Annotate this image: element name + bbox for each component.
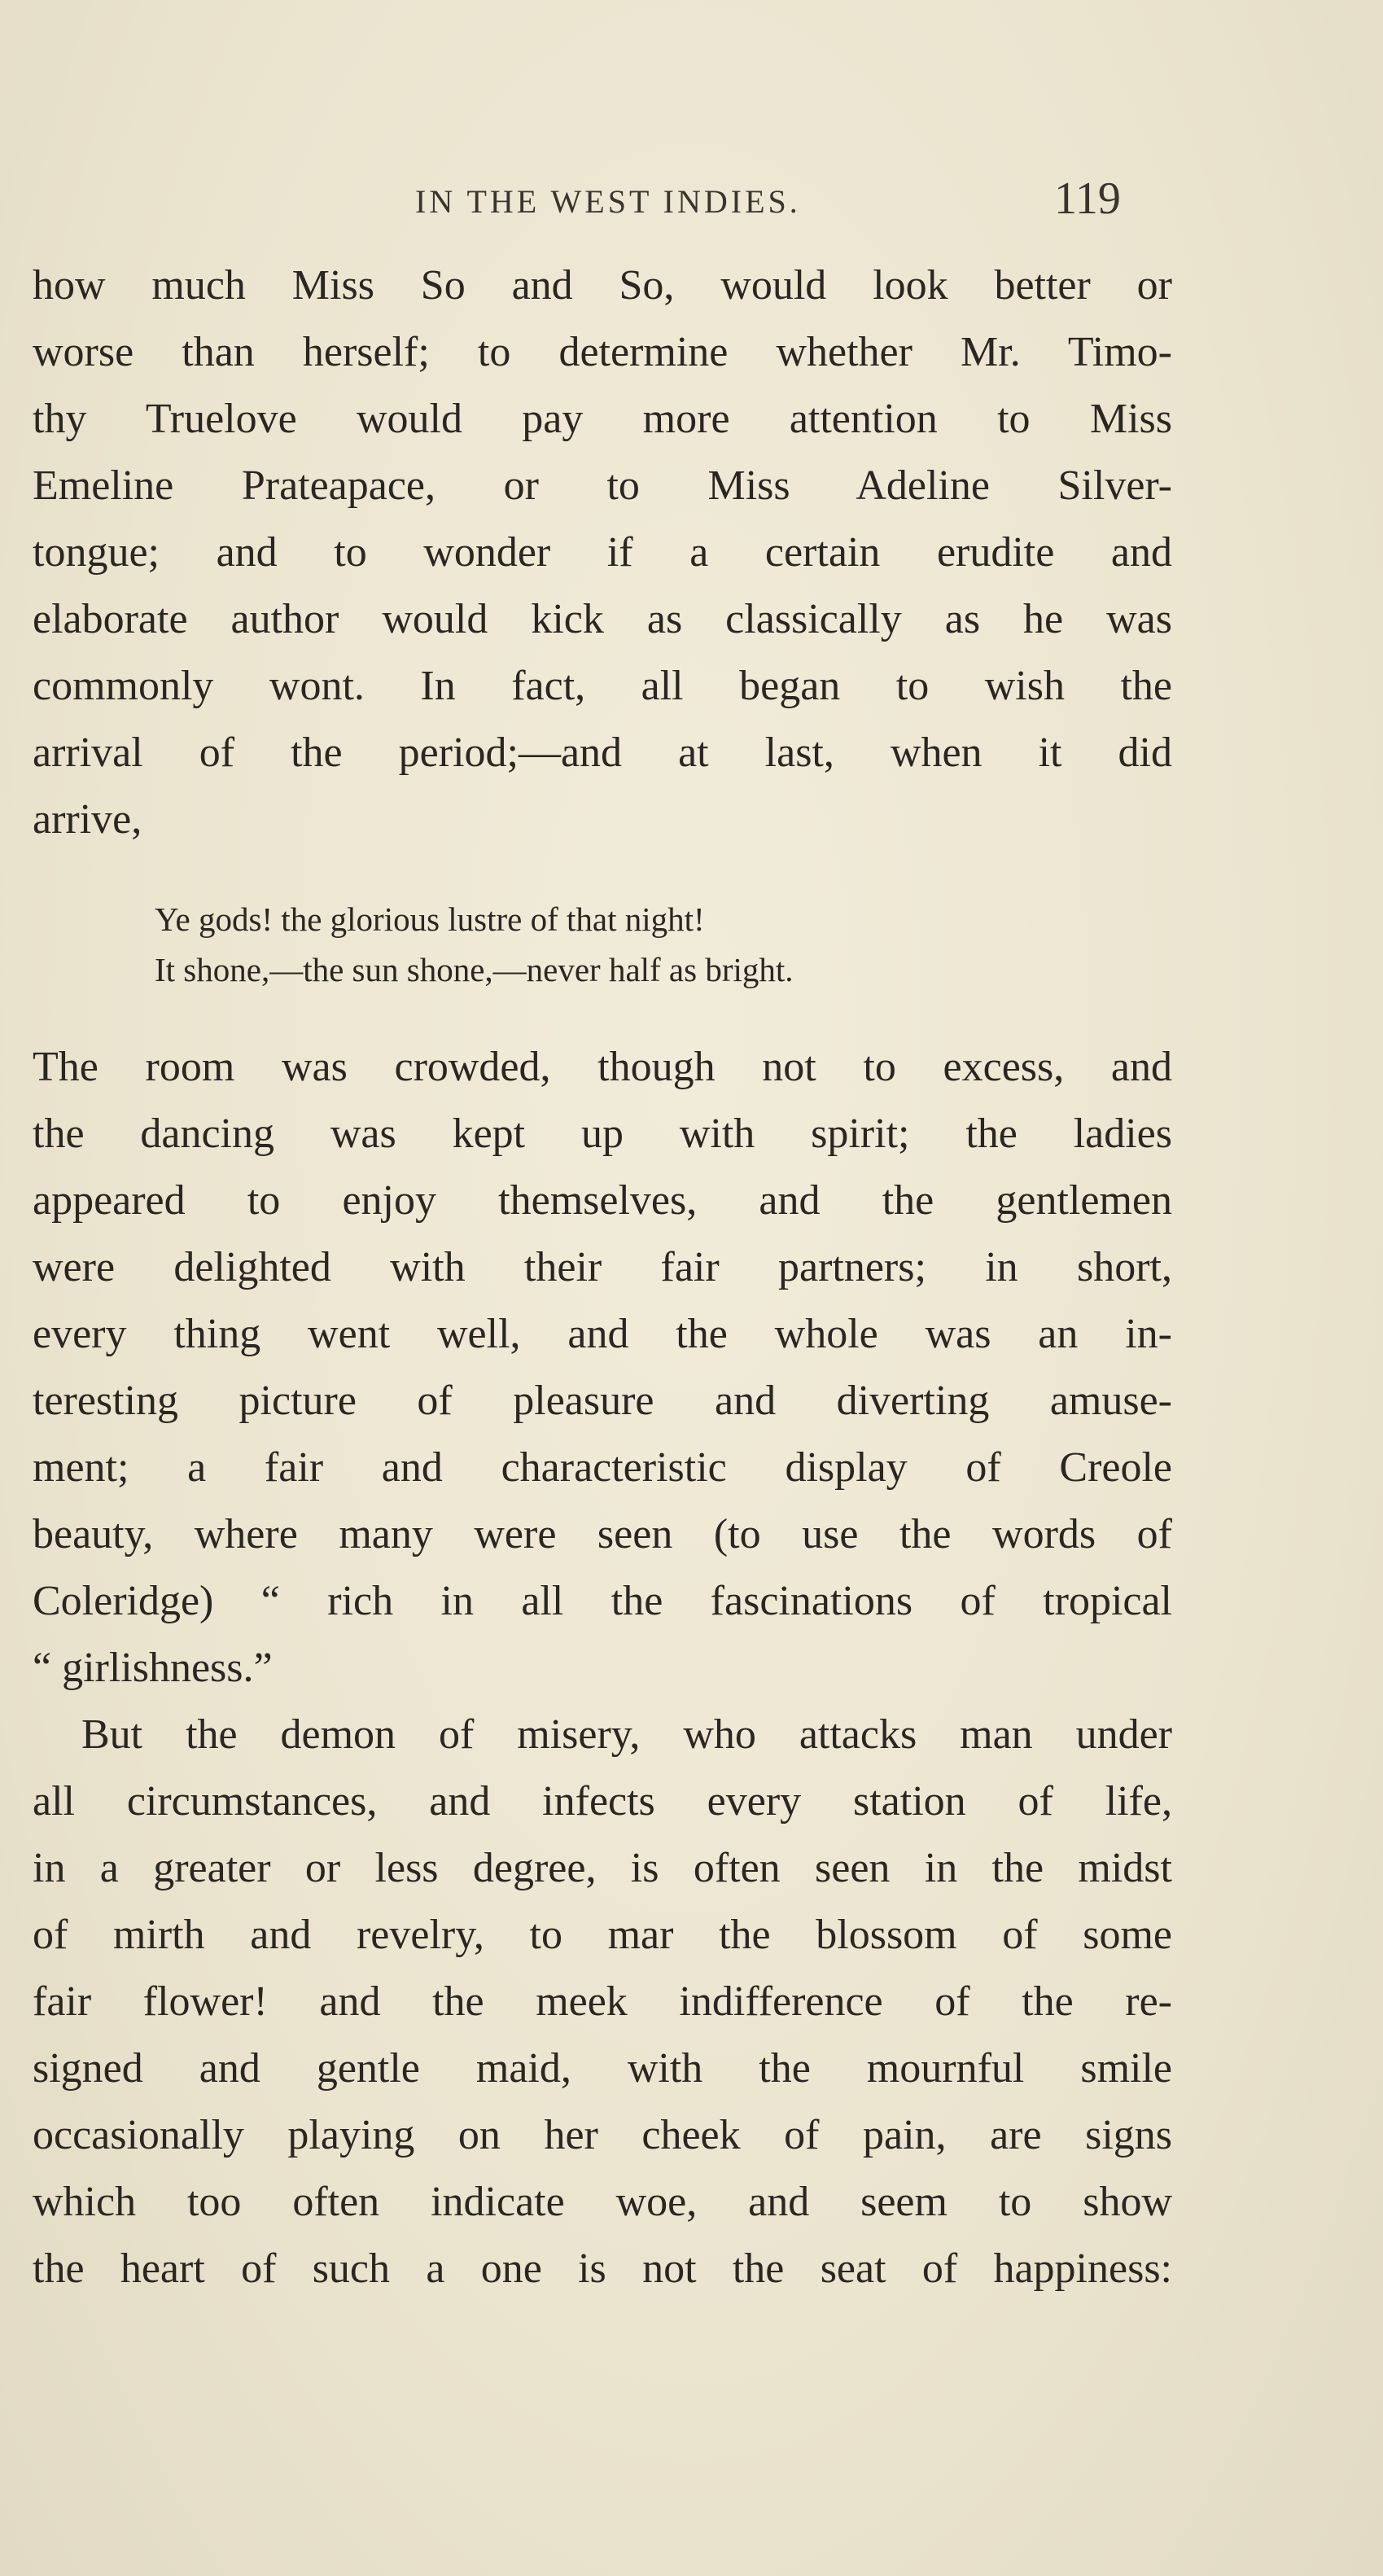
verse-quotation: [33, 894, 1172, 995]
text-line: arrival of the period;—and at last, when it did: [33, 729, 1172, 776]
text-line: in a greater or less degree, is often seen in the midst: [33, 1845, 1172, 1891]
text-line: commonly wont. In fact, all began to wish the: [33, 663, 1172, 709]
text-line: signed and gentle maid, with the mournful smile: [33, 2045, 1172, 2092]
text-line: fair flower! and the meek indifference of the re-: [33, 1978, 1172, 2025]
paragraph-2: [33, 1034, 1172, 1702]
verse-line: Ye gods! the glorious lustre of that night!: [155, 900, 705, 938]
text-line: The room was crowded, though not to excess, and: [33, 1044, 1172, 1090]
text-line: occasionally playing on her cheek of pain, are signs: [33, 2112, 1172, 2158]
text-line: Coleridge) “ rich in all the fascinations of tropical: [33, 1578, 1172, 1624]
text-line: how much Miss So and So, would look better or: [33, 262, 1172, 309]
body-text: [33, 252, 1172, 2302]
text-line: were delighted with their fair partners; in short,: [33, 1244, 1172, 1290]
text-line: ment; a fair and characteristic display of Creole: [33, 1444, 1172, 1491]
paragraph-3: [33, 1702, 1172, 2302]
text-line: teresting picture of pleasure and diverting amuse-: [33, 1378, 1172, 1424]
text-line: the dancing was kept up with spirit; the ladies: [33, 1111, 1172, 1157]
text-line: which too often indicate woe, and seem to show: [33, 2179, 1172, 2225]
text-line: every thing went well, and the whole was an in-: [33, 1311, 1172, 1357]
text-line: the heart of such a one is not the seat of happiness:: [33, 2245, 1172, 2292]
text-line: appeared to enjoy themselves, and the gentlemen: [33, 1177, 1172, 1224]
verse-line: It shone,—the sun shone,—never half as bright.: [155, 951, 794, 988]
running-head: IN THE WEST INDIES.: [415, 183, 801, 220]
text-line: worse than herself; to determine whether Mr. Timo-: [33, 329, 1172, 375]
text-line: tongue; and to wonder if a certain erudite and: [33, 529, 1172, 576]
text-line: But the demon of misery, who attacks man under: [81, 1711, 1172, 1758]
text-line: all circumstances, and infects every station of life,: [33, 1778, 1172, 1825]
page-header: [33, 173, 1172, 230]
paragraph-1: [33, 252, 1172, 853]
text-line: thy Truelove would pay more attention to Miss: [33, 396, 1172, 442]
text-line: beauty, where many were seen (to use the words of: [33, 1511, 1172, 1557]
text-line: of mirth and revelry, to mar the blossom of some: [33, 1912, 1172, 1958]
text-line: arrive,: [33, 796, 142, 843]
text-line: Emeline Prateapace, or to Miss Adeline Silver-: [33, 462, 1172, 509]
page-number: 119: [1054, 173, 1121, 224]
text-line: elaborate author would kick as classically as he was: [33, 596, 1172, 642]
text-line: “ girlishness.”: [33, 1645, 273, 1691]
